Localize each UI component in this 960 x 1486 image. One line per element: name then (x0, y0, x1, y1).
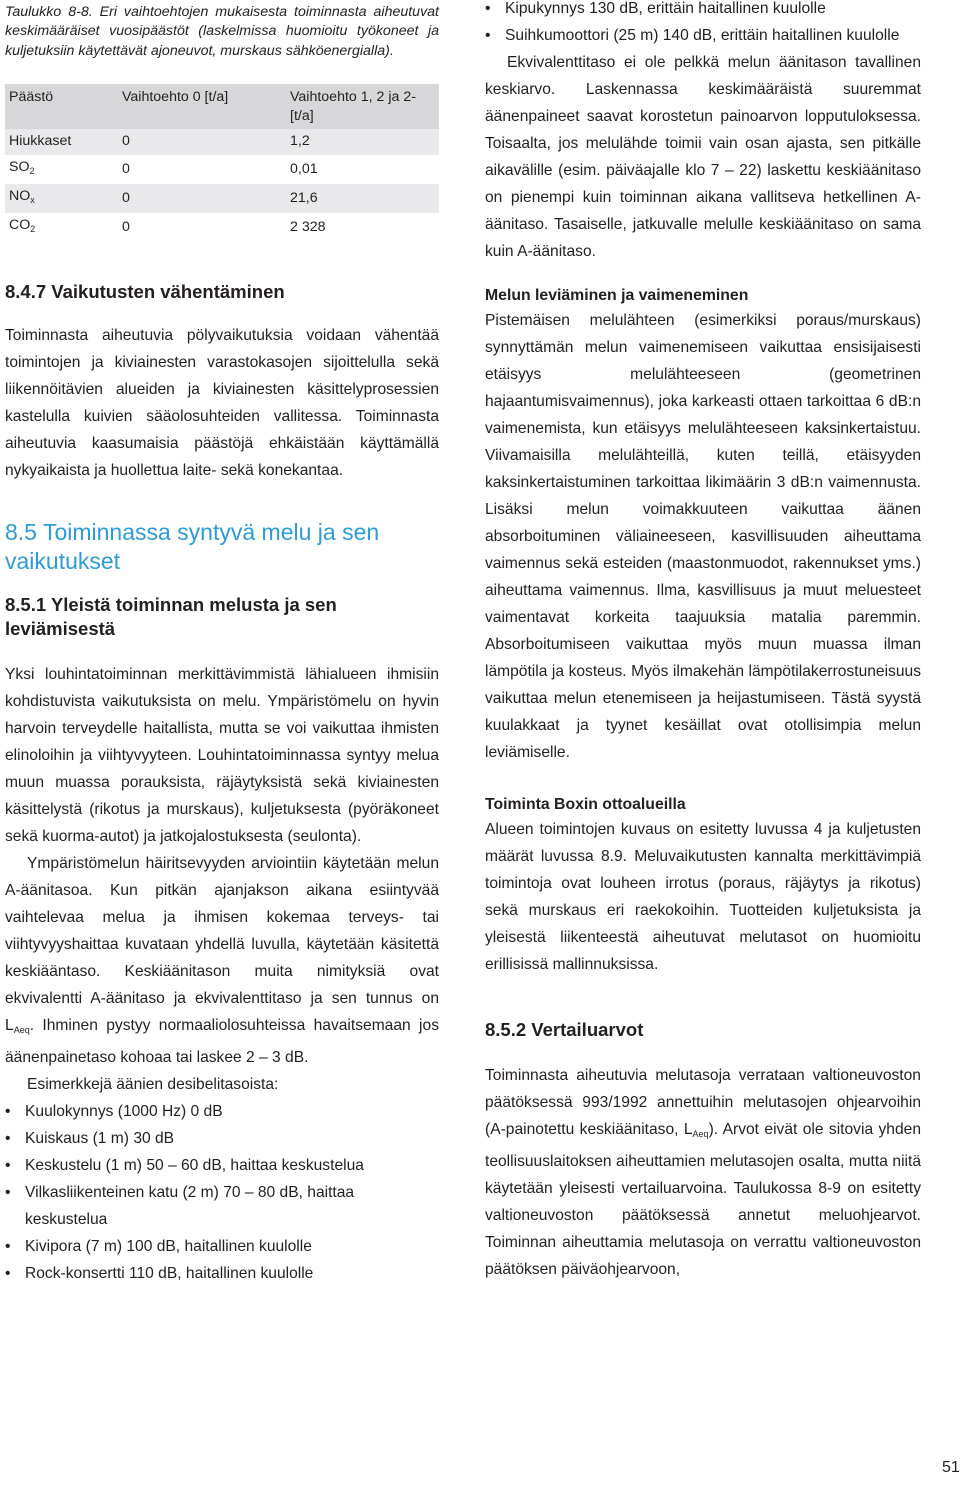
heading-melun-leviaminen: Melun leviäminen ja vaimeneminen (485, 287, 749, 304)
page-number: 51 (942, 1459, 960, 1476)
list-item: • Kipukynnys 130 dB, erittäin haitallinen kuulolle (485, 0, 921, 22)
row-value-v0: 0 (118, 184, 286, 213)
paragraph-8-5-1-a: Yksi louhintatoiminnan merkittävimmistä lähialueen ihmisiin kohdistuvista vaikutuksista on melu. Ympäristömelu on hyvin harvoin terveydelle haitallista, mutta se voi vaikuttaa ihmisten elinoloihin ja viihtyvyyteen. Louhintatoiminnassa syntyy melua muun muassa porauksista, räjäytyksistä sekä kiviainesten käsittelystä (rikotus ja murskaus), kuljetuksesta (pyöräkoneet sekä kuorma-autot) ja jatkojalostuksesta (seulonta). (5, 665, 439, 845)
list-item: • Vilkasliikenteinen katu (2 m) 70 – 80 dB, haittaa keskustelua (5, 1179, 439, 1233)
row-value-v0: 0 (118, 129, 286, 155)
decibel-examples-list (5, 1098, 439, 1287)
list-item: • Keskustelu (1 m) 50 – 60 dB, haittaa keskustelua (5, 1152, 439, 1179)
header-vaihtoehto-1: Vaihtoehto 1, 2 ja 2- [t/a] (286, 84, 439, 129)
emissions-table (5, 84, 439, 242)
row-value-v0: 0 (122, 218, 130, 235)
row-label: $SO_2$ (9, 158, 35, 176)
list-item: • Rock-konsertti 110 dB, haitallinen kuulolle (5, 1260, 439, 1287)
row-value-v0: 0 (122, 160, 130, 177)
list-item: • Kuiskaus (1 m) 30 dB (5, 1125, 439, 1152)
paragraph-melun-leviaminen: Pistemäisen melulähteen (esimerkiksi poraus/murskaus) synnyttämän melun vaimenemiseen vaikuttaa ensisijaisesti etäisyys melulähteeseen (geometrinen hajaantumisvaimennus), joka karkeasti ottaen tarkoittaa 6 dB:n vaimenemista, kun etäisyys melulähteeseen kaksinkertaistuu. Viivamaisilla melulähteillä, kuten teillä, etäisyyden kaksinkertaistuminen tarkoittaa likimäärin 3 dB:n vaimennusta. Lisäksi melun voimakkuuteen vaikuttaa äänen absorboituminen väliaineeseen, kasvillisuuden aiheuttama vaimennus sekä esteiden (maastonmuodot, rakennukset yms.) aiheuttama vaimennus. Ilma, kasvillisuus ja muut meluesteet vaimentavat korkeita taajuuksia matalia paremmin. Absorboitumiseen vaikuttaa myös muun muassa ilman lämpötila ja kosteus. Myös ilmakehän lämpötilakerrostuneisuus vaikuttaa melun etenemiseen ja heijastumiseen. Tästä syystä kuulakkaat ja tyynet kesäillat ovat otollisimpia melun leviämiselle. (485, 312, 921, 761)
heading-8-4-7: 8.4.7 Vaikutusten vähentäminen (5, 280, 285, 302)
header-vaihtoehto-0: Vaihtoehto 0 [t/a] (118, 84, 286, 129)
left-column (5, 0, 439, 1287)
heading-toiminta-boxin: Toiminta Boxin ottoalueilla (485, 796, 686, 813)
heading-8-5-1: 8.5.1 Yleistä toiminnan melusta ja sen leviämisestä (5, 593, 337, 639)
header-paasto: Päästö (5, 84, 118, 129)
row-label: Hiukkaset (5, 129, 118, 155)
row-label: $CO_2$ (9, 216, 36, 234)
row-value-v1: 2 328 (290, 218, 326, 235)
examples-intro: Esimerkkejä äänien desibelitasoista: (27, 1075, 279, 1093)
row-label: $NO_x$ (5, 184, 118, 213)
paragraph-8-5-2: Toiminnasta aiheutuvia melutasoja verrataan valtioneuvoston päätöksessä 993/1992 annettuihin melutasojen ohjearvoihin (A-painotettu keskiäänitaso, $L_{Aeq}$). Arvot eivät ole sitovia yhden teollisuuslaitoksen aiheuttamien melutasojen osalta, mutta niitä käytetään yleisesti vertailuarvoina. Taulukossa 8-9 on esitetty valtioneuvoston päätöksessä annetut meluohjearvot. Toiminnan aiheuttamia melutasoja on verrattu valtioneuvoston päätöksen päiväohjearvoon, (485, 1067, 921, 1278)
table-row (5, 155, 439, 184)
table-row (5, 213, 439, 242)
row-value-v1: 0,01 (290, 160, 318, 177)
list-item: • Kuulokynnys (1000 Hz) 0 dB (5, 1098, 439, 1125)
table-row (5, 184, 439, 213)
paragraph-toiminta-boxin: Alueen toimintojen kuvaus on esitetty luvussa 4 ja kuljetusten määrät luvussa 8.9. Meluvaikutusten kannalta merkittävimpiä toimintoja ovat louheen irrotus (poraus, räjäytys ja rikotus) sekä murskaus eri raekokoihin. Tuotteiden kuljetuksista ja yleisestä liikenteestä aiheutuvat melutasot on huomioitu erillisissä mallinnuksissa. (485, 821, 921, 973)
paragraph-8-5-1-b: Ympäristömelun häiritsevyyden arviointiin käytetään melun A-äänitasoa. Kun pitkän ajanjakson aikana esiintyvää vaihtelevaa melua ja ihmisen kokemaa terveys- tai viihtyvyyshaittaa kuvataan yhdellä luvulla, käytetään käsitettä keskiääntaso. Keskiäänitason muita nimityksiä ovat ekvivalentti A-äänitaso ja ekvivalenttitaso ja sen tunnus on $L_{Aeq}$. Ihminen pystyy normaaliolosuhteissa havaitsemaan jos äänenpainetaso kohoaa tai laskee 2 – 3 dB. (5, 854, 439, 1066)
decibel-examples-list-cont (485, 0, 921, 49)
row-value-v1: 1,2 (286, 129, 439, 155)
row-value-v1: 21,6 (286, 184, 439, 213)
heading-8-5-2: 8.5.2 Vertailuarvot (485, 1019, 644, 1040)
heading-8-5: 8.5 Toiminnassa syntyvä melu ja sen vaikutukset (5, 518, 380, 574)
table-header-row (5, 84, 439, 129)
table-caption: Taulukko 8-8. Eri vaihtoehtojen mukaisesta toiminnasta aiheutuvat keskimääräiset vuosipäästöt (laskelmissa huomioitu työkoneet ja kuljetuksiin käytettävät ajoneuvot, murskaus sähköenergialla). (5, 4, 439, 59)
paragraph-ekvivalenttitaso: Ekvivalenttitaso ei ole pelkkä melun äänitason tavallinen keskiarvo. Laskennassa keskimääräistä suuremmat äänenpaineet saavat korostetun painoarvon lopputuloksessa. Toisaalta, jos melulähde toimii vain osan ajasta, sen pitkälle aikavälille (esim. päiväajalle klo 7 – 22) laskettu keskiäänitaso on pienempi kuin toiminnan aikana vallitseva hetkellinen A-äänitaso. Tasaiselle, jatkuvalle melulle keskiäänitaso on sama kuin A-äänitaso. (485, 54, 921, 260)
table-row (5, 129, 439, 155)
paragraph-8-4-7: Toiminnasta aiheutuvia pölyvaikutuksia voidaan vähentää toimintojen ja kiviainesten varastokasojen sijoittelulla sekä liikennöitävien alueiden ja kiviainesten käsittelyprosessien kastelulla kuivien sääolosuhteiden vallitessa. Toiminnasta aiheutuvia kaasumaisia päästöjä ehkäistään käyttämällä nykyaikaista ja huollettua laite- sekä konekantaa. (5, 326, 439, 479)
list-item: • Kivipora (7 m) 100 dB, haitallinen kuulolle (5, 1233, 439, 1260)
list-item: • Suihkumoottori (25 m) 140 dB, erittäin haitallinen kuulolle (485, 22, 921, 49)
right-column (485, 0, 921, 1283)
